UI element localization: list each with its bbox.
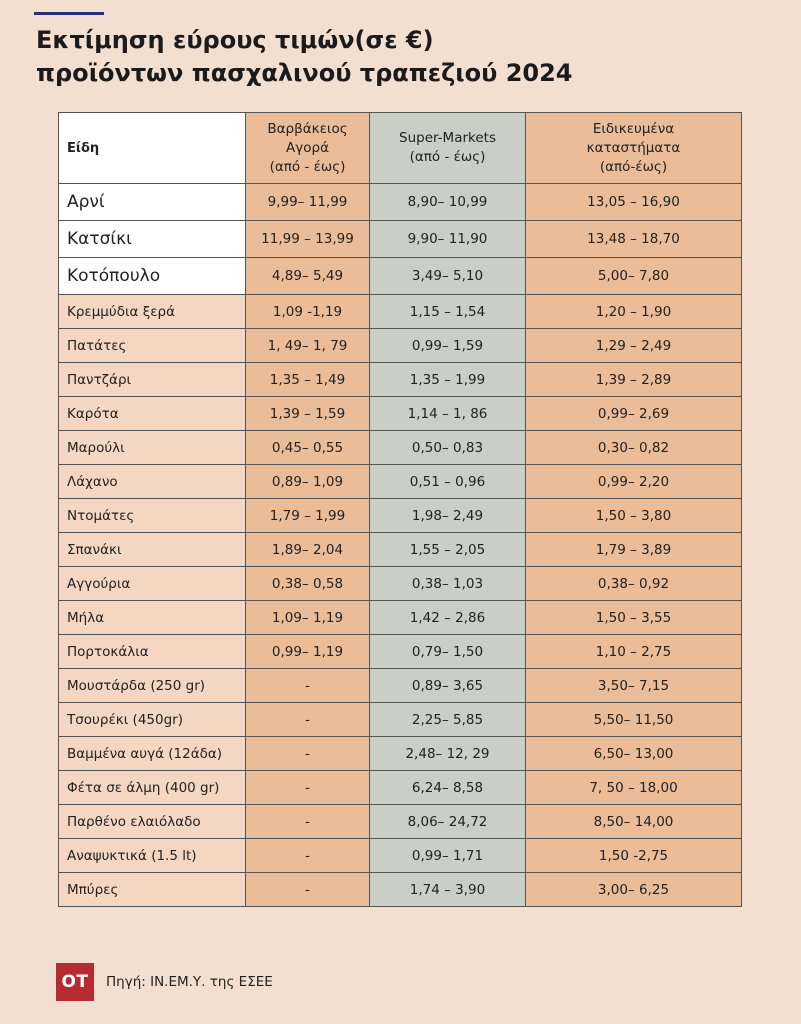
header-line: Ειδικευμένα [592,120,675,137]
table-row [59,363,742,397]
supermarkets-price-cell: 1,55 – 2,05 [370,533,526,567]
supermarkets-price-cell: 8,06– 24,72 [370,805,526,839]
varvakeios-price-cell: 1,79 – 1,99 [246,499,370,533]
item-name-cell: Φέτα σε άλμη (400 gr) [59,771,246,805]
accent-line [34,12,104,15]
header-line: (από-έως) [599,158,668,175]
supermarkets-price-cell: 0,51 – 0,96 [370,465,526,499]
item-name-cell: Κοτόπουλο [59,258,246,295]
header-specialized [526,113,742,184]
table-header-row [59,113,742,184]
table-row [59,737,742,771]
specialized-price-cell: 0,30– 0,82 [526,431,742,465]
supermarkets-price-cell: 8,90– 10,99 [370,184,526,221]
varvakeios-price-cell: 1,09 -1,19 [246,295,370,329]
supermarkets-price-cell: 1,42 – 2,86 [370,601,526,635]
supermarkets-price-cell: 1,15 – 1,54 [370,295,526,329]
specialized-price-cell: 1,79 – 3,89 [526,533,742,567]
specialized-price-cell: 0,38– 0,92 [526,567,742,601]
page-title [36,24,766,90]
specialized-price-cell: 0,99– 2,69 [526,397,742,431]
table-row [59,258,742,295]
item-name-cell: Μαρούλι [59,431,246,465]
item-name-cell: Τσουρέκι (450gr) [59,703,246,737]
varvakeios-price-cell: - [246,771,370,805]
table-row [59,601,742,635]
specialized-price-cell: 1,50 -2,75 [526,839,742,873]
item-name-cell: Μήλα [59,601,246,635]
table-row [59,533,742,567]
specialized-price-cell: 1,10 – 2,75 [526,635,742,669]
varvakeios-price-cell: - [246,737,370,771]
specialized-price-cell: 1,20 – 1,90 [526,295,742,329]
table-row [59,329,742,363]
supermarkets-price-cell: 0,89– 3,65 [370,669,526,703]
item-name-cell: Βαμμένα αυγά (12άδα) [59,737,246,771]
varvakeios-price-cell: 9,99– 11,99 [246,184,370,221]
supermarkets-price-cell: 9,90– 11,90 [370,221,526,258]
varvakeios-price-cell: 0,45– 0,55 [246,431,370,465]
header-supermarkets [370,113,526,184]
specialized-price-cell: 5,50– 11,50 [526,703,742,737]
header-items [59,113,246,184]
supermarkets-price-cell: 0,50– 0,83 [370,431,526,465]
header-line: Super-Markets [399,130,496,146]
item-name-cell: Αγγούρια [59,567,246,601]
item-name-cell: Κατσίκι [59,221,246,258]
specialized-price-cell: 5,00– 7,80 [526,258,742,295]
varvakeios-price-cell: 1,89– 2,04 [246,533,370,567]
varvakeios-price-cell: 4,89– 5,49 [246,258,370,295]
item-name-cell: Κρεμμύδια ξερά [59,295,246,329]
item-name-cell: Πορτοκάλια [59,635,246,669]
title-line-1: Εκτίμηση εύρους τιμών(σε €) [36,26,434,54]
supermarkets-price-cell: 1,74 – 3,90 [370,873,526,907]
specialized-price-cell: 13,48 – 18,70 [526,221,742,258]
header-varvakeios [246,113,370,184]
title-line-2: προϊόντων πασχαλινού τραπεζιού 2024 [36,59,573,87]
table-row [59,431,742,465]
varvakeios-price-cell: 1, 49– 1, 79 [246,329,370,363]
item-name-cell: Αρνί [59,184,246,221]
item-name-cell: Παντζάρι [59,363,246,397]
supermarkets-price-cell: 0,99– 1,59 [370,329,526,363]
supermarkets-price-cell: 0,99– 1,71 [370,839,526,873]
item-name-cell: Σπανάκι [59,533,246,567]
header-line: καταστήματα [586,139,681,156]
supermarkets-price-cell: 0,38– 1,03 [370,567,526,601]
specialized-price-cell: 13,05 – 16,90 [526,184,742,221]
item-name-cell: Ντομάτες [59,499,246,533]
header-line: Αγορά [286,139,329,156]
price-table [58,112,742,907]
specialized-price-cell: 8,50– 14,00 [526,805,742,839]
table-row [59,465,742,499]
footer [56,963,273,1001]
specialized-price-cell: 1,29 – 2,49 [526,329,742,363]
specialized-price-cell: 6,50– 13,00 [526,737,742,771]
item-name-cell: Καρότα [59,397,246,431]
supermarkets-price-cell: 6,24– 8,58 [370,771,526,805]
table-row [59,567,742,601]
ot-logo: OT [56,963,94,1001]
source-note: Πηγή: ΙΝ.ΕΜ.Υ. της ΕΣΕΕ [106,974,273,990]
table-row [59,221,742,258]
supermarkets-price-cell: 2,25– 5,85 [370,703,526,737]
item-name-cell: Αναψυκτικά (1.5 lt) [59,839,246,873]
varvakeios-price-cell: - [246,839,370,873]
table-row [59,839,742,873]
header-line: Βαρβάκειος [267,120,348,137]
table-row [59,669,742,703]
table-row [59,635,742,669]
specialized-price-cell: 3,50– 7,15 [526,669,742,703]
specialized-price-cell: 7, 50 – 18,00 [526,771,742,805]
header-line: Είδη [67,140,100,156]
supermarkets-price-cell: 1,35 – 1,99 [370,363,526,397]
supermarkets-price-cell: 1,98– 2,49 [370,499,526,533]
varvakeios-price-cell: 0,99– 1,19 [246,635,370,669]
supermarkets-price-cell: 1,14 – 1, 86 [370,397,526,431]
price-table-container [58,112,741,907]
varvakeios-price-cell: - [246,873,370,907]
table-row [59,499,742,533]
varvakeios-price-cell: - [246,669,370,703]
varvakeios-price-cell: 11,99 – 13,99 [246,221,370,258]
table-row [59,873,742,907]
item-name-cell: Μουστάρδα (250 gr) [59,669,246,703]
table-row [59,184,742,221]
item-name-cell: Λάχανο [59,465,246,499]
table-row [59,397,742,431]
varvakeios-price-cell: - [246,805,370,839]
item-name-cell: Μπύρες [59,873,246,907]
specialized-price-cell: 1,50 – 3,80 [526,499,742,533]
varvakeios-price-cell: 1,35 – 1,49 [246,363,370,397]
header-line: (από - έως) [409,149,486,165]
table-body [59,184,742,907]
varvakeios-price-cell: 1,09– 1,19 [246,601,370,635]
table-row [59,295,742,329]
varvakeios-price-cell: 0,89– 1,09 [246,465,370,499]
supermarkets-price-cell: 0,79– 1,50 [370,635,526,669]
supermarkets-price-cell: 3,49– 5,10 [370,258,526,295]
table-row [59,703,742,737]
header-line: (από - έως) [269,158,346,175]
table-row [59,771,742,805]
specialized-price-cell: 1,50 – 3,55 [526,601,742,635]
varvakeios-price-cell: 1,39 – 1,59 [246,397,370,431]
specialized-price-cell: 1,39 – 2,89 [526,363,742,397]
table-row [59,805,742,839]
supermarkets-price-cell: 2,48– 12, 29 [370,737,526,771]
varvakeios-price-cell: 0,38– 0,58 [246,567,370,601]
specialized-price-cell: 3,00– 6,25 [526,873,742,907]
item-name-cell: Παρθένο ελαιόλαδο [59,805,246,839]
item-name-cell: Πατάτες [59,329,246,363]
varvakeios-price-cell: - [246,703,370,737]
specialized-price-cell: 0,99– 2,20 [526,465,742,499]
